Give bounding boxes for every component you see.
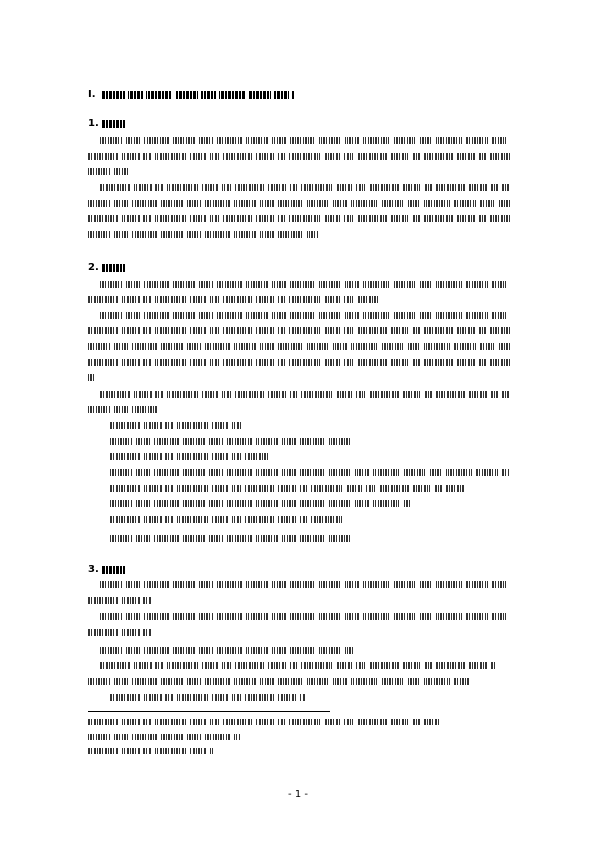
paragraph-line (100, 613, 510, 620)
paragraph-line (88, 406, 160, 413)
paragraph-line (110, 694, 305, 701)
paragraph-line (100, 581, 510, 588)
list-item-line (110, 500, 410, 507)
paragraph-line (88, 168, 130, 175)
paragraph-line (100, 312, 510, 319)
footnote-line (88, 719, 440, 725)
paragraph-line (88, 597, 155, 604)
section-2-number: 2. (88, 262, 99, 273)
paragraph-line (100, 391, 510, 398)
paragraph-line (100, 647, 355, 654)
paragraph-line (88, 359, 510, 366)
page-number: - 1 - (288, 789, 308, 800)
paragraph-line (88, 678, 470, 685)
paragraph-line (100, 662, 495, 669)
paragraph-line (88, 231, 318, 238)
paragraph-line (88, 343, 510, 350)
paragraph-line (88, 374, 96, 381)
list-item-line (110, 485, 465, 492)
footnote-divider (88, 711, 330, 712)
paragraph-line (100, 137, 510, 144)
paragraph-line (88, 215, 510, 222)
list-item-line (110, 453, 270, 460)
list-item-line (110, 438, 355, 445)
paragraph-line (88, 327, 510, 334)
list-item-line (110, 469, 510, 476)
title-text-illegible (102, 91, 295, 99)
section-3-number: 3. (88, 564, 99, 575)
section-2-heading-illegible (102, 264, 128, 272)
footnote-line (88, 734, 240, 740)
paragraph-line (88, 296, 380, 303)
title-number: I. (88, 89, 96, 100)
paragraph-line (88, 153, 510, 160)
list-item-line (110, 535, 355, 542)
footnote-line (88, 748, 215, 754)
list-item-line (110, 422, 245, 429)
section-3-heading-illegible (102, 566, 128, 574)
paragraph-line (88, 200, 510, 207)
section-1-number: 1. (88, 118, 99, 129)
paragraph-line (100, 281, 510, 288)
paragraph-line (88, 629, 155, 636)
paragraph-line (100, 184, 510, 191)
section-1-heading-illegible (102, 120, 128, 128)
list-item-line (110, 516, 345, 523)
